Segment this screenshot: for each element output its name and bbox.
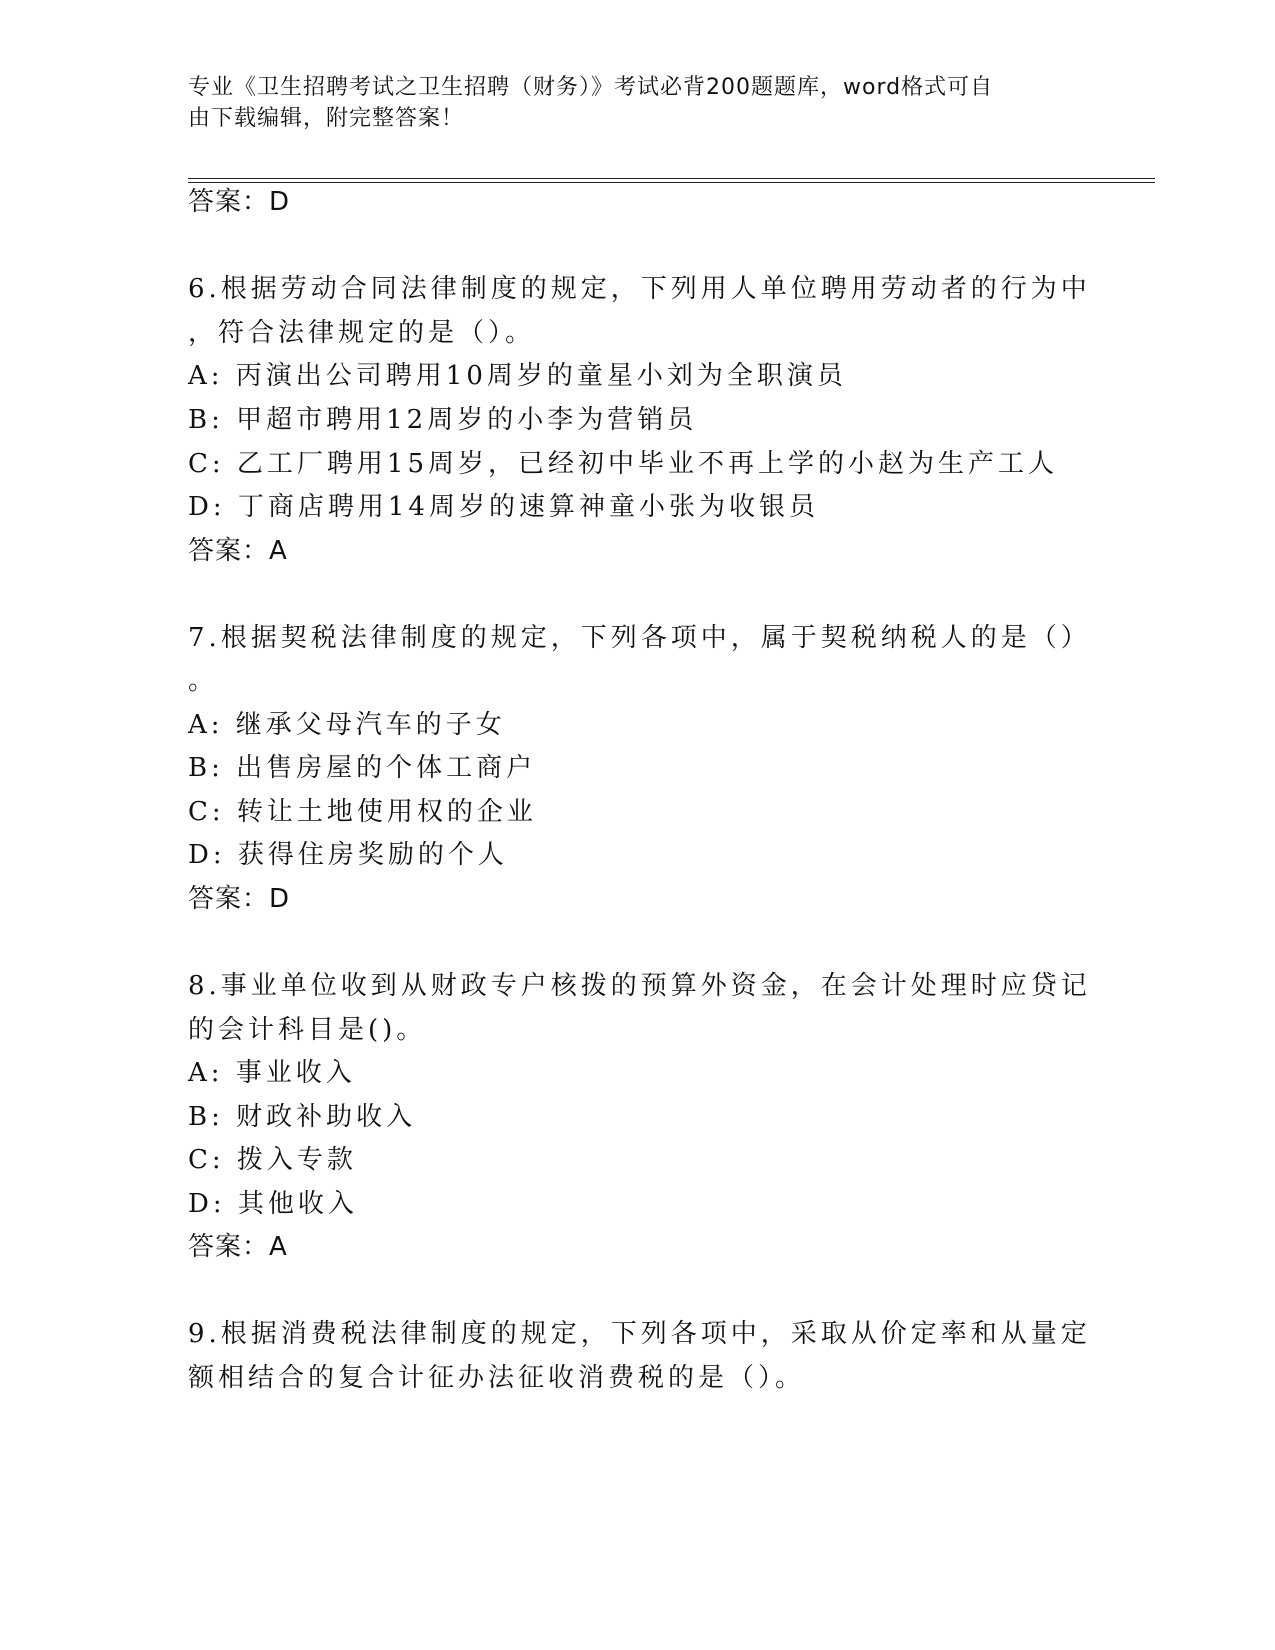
header-title-line-2: 由下载编辑，附完整答案！ [188,106,465,131]
document-header [188,72,1068,134]
question-7-stem-line-2: 。 [188,666,219,696]
question-8-option-d: D: 其他收入 [188,1189,358,1219]
question-7-option-a: A: 继承父母汽车的子女 [188,710,506,740]
question-6-option-a: A: 丙演出公司聘用10周岁的童星小刘为全职演员 [188,361,847,391]
answer-line: 答案：D [188,187,291,217]
question-7-stem-line-1: 7.根据契税法律制度的规定，下列各项中，属于契税纳税人的是（） [188,623,1091,653]
question-7-option-b: B: 出售房屋的个体工商户 [188,753,537,783]
question-8-stem-line-1: 8.事业单位收到从财政专户核拨的预算外资金，在会计处理时应贷记 [188,971,1091,1001]
question-6-option-c: C: 乙工厂聘用15周岁，已经初中毕业不再上学的小赵为生产工人 [188,449,1059,479]
question-7-option-d: D: 获得住房奖励的个人 [188,840,508,870]
question-8-stem-line-2: 的会计科目是()。 [188,1015,427,1045]
question-6-answer: 答案：A [188,536,288,566]
header-divider [188,178,1155,183]
question-6-stem-line-1: 6.根据劳动合同法律制度的规定，下列用人单位聘用劳动者的行为中 [188,274,1091,304]
question-8-option-b: B: 财政补助收入 [188,1102,417,1132]
question-7-option-c: C: 转让土地使用权的企业 [188,797,537,827]
question-8-option-a: A: 事业收入 [188,1058,356,1088]
question-6-option-b: B: 甲超市聘用12周岁的小李为营销员 [188,405,698,435]
question-6-option-d: D: 丁商店聘用14周岁的速算神童小张为收银员 [188,492,819,522]
question-8-answer: 答案：A [188,1232,288,1262]
question-9-stem-line-2: 额相结合的复合计征办法征收消费税的是（）。 [188,1363,806,1393]
question-9-stem-line-1: 9.根据消费税法律制度的规定，下列各项中，采取从价定率和从量定 [188,1319,1091,1349]
header-title-line-1: 专业《卫生招聘考试之卫生招聘（财务）》考试必背200题题库，word格式可自 [188,75,994,100]
question-7-answer: 答案：D [188,884,291,914]
question-8-option-c: C: 拨入专款 [188,1145,357,1175]
question-6-stem-line-2: ，符合法律规定的是（）。 [188,318,536,348]
